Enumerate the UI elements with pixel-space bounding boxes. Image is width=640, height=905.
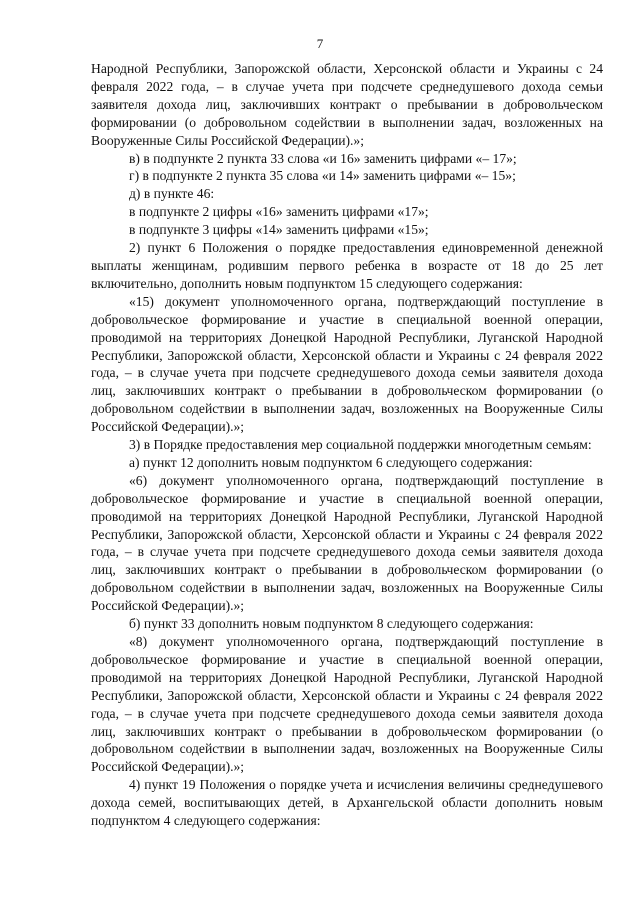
paragraph-section-4: 4) пункт 19 Положения о порядке учета и исчисления величины среднедушевого дохода семей, воспитывающих детей, в Архангельской области дополнить новым подпунктом 4 следующего содержания: [91,777,603,829]
document-body [91,60,603,830]
paragraph-section-2: 2) пункт 6 Положения о порядке предоставления единовременной денежной выплаты женщинам, родившим первого ребенка в возрасте от 18 до 25 лет включительно, дополнить новым подпунктом 15 следующего содержания: [91,240,603,291]
paragraph-quote-8: «8) документ уполномоченного органа, подтверждающий поступление в добровольческое формирование и участие в специальной военной операции, проводимой на территориях Донецкой Народной Республики, Луганской Народной Республики, Запорожской области, Херсонской области и Украины с 24 февраля 2022 года, – в случае учета при подсчете среднедушевого дохода семьи заявителя дохода лиц, заключивших контракт о пребывании в добровольческом формировании (о добровольном содействии в выполнении задач, возложенных на Вооруженные Силы Российской Федерации).»; [91,634,603,775]
page-number: 7 [316,36,324,51]
paragraph-subitem-3: в подпункте 3 цифры «14» заменить цифрами «15»; [129,222,429,238]
paragraph-item-a: а) пункт 12 дополнить новым подпунктом 6 следующего содержания: [129,454,533,470]
paragraph-quote-6: «6) документ уполномоченного органа, подтверждающий поступление в добровольческое формирование и участие в специальной военной операции, проводимой на территориях Донецкой Народной Республики, Луганской Народной Республики, Запорожской области, Херсонской области и Украины с 24 февраля 2022 года, – в случае учета при подсчете среднедушевого дохода семьи заявителя дохода лиц, заключивших контракт о пребывании в добровольческом формировании (о добровольном содействии в выполнении задач, возложенных на Вооруженные Силы Российской Федерации).»; [91,472,603,614]
paragraph-item-g: г) в подпункте 2 пункта 35 слова «и 14» заменить цифрами «– 15»; [129,168,516,184]
paragraph-item-b: б) пункт 33 дополнить новым подпунктом 8 следующего содержания: [129,616,534,632]
paragraph-quote-15: «15) документ уполномоченного органа, подтверждающий поступление в добровольческое формирование и участие в специальной военной операции, проводимой на территориях Донецкой Народной Республики, Луганской Народной Республики, Запорожской области, Херсонской области и Украины с 24 февраля 2022 года, – в случае учета при подсчете среднедушевого дохода семьи заявителя дохода лиц, заключивших контракт о пребывании в добровольческом формировании (о добровольном содействии в выполнении задач, возложенных на Вооруженные Силы Российской Федерации).»; [91,293,603,435]
paragraph-subitem-2: в подпункте 2 цифры «16» заменить цифрами «17»; [129,204,429,220]
paragraph-section-3: 3) в Порядке предоставления мер социальной поддержки многодетным семьям: [129,437,592,453]
paragraph-item-d: д) в пункте 46: [129,186,215,202]
paragraph-continuation: Народной Республики, Запорожской области, Херсонской области и Украины с 24 февраля 2022 года, – в случае учета при подсчете среднедушевого дохода семьи заявителя дохода лиц, заключивших контракт о пребывании в добровольческом формировании (о добровольном содействии в выполнении задач, возложенных на Вооруженные Силы Российской Федерации).»; [91,61,603,148]
paragraph-item-v: в) в подпункте 2 пункта 33 слова «и 16» заменить цифрами «– 17»; [129,150,517,166]
